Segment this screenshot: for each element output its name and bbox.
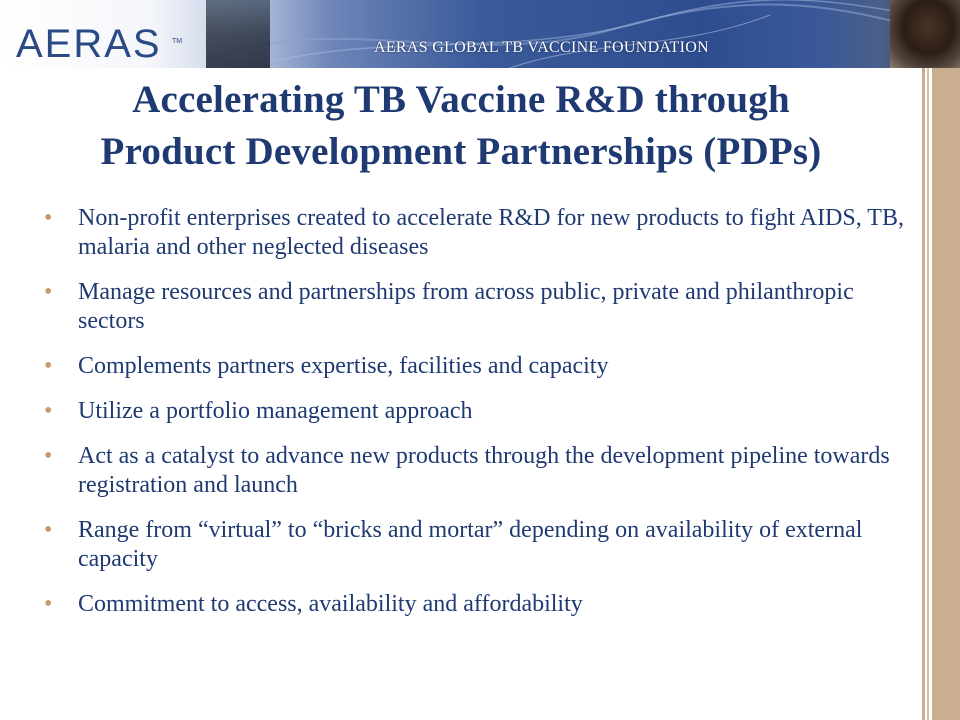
bullet-marker: • bbox=[44, 353, 53, 379]
bullet-text: Manage resources and partnerships from across public, private and philanthropic sectors bbox=[78, 279, 854, 334]
bullet-text: Range from “virtual” to “bricks and mortar” depending on availability of external capacity bbox=[78, 517, 863, 572]
bullet-text: Utilize a portfolio management approach bbox=[78, 398, 473, 424]
bullet-marker: • bbox=[44, 398, 53, 424]
bullet-item bbox=[44, 590, 904, 619]
bullet-item bbox=[44, 516, 904, 574]
header-banner bbox=[0, 0, 960, 68]
bullet-text: Complements partners expertise, facilities and capacity bbox=[78, 353, 609, 379]
bullet-item bbox=[44, 442, 904, 500]
bullet-marker: • bbox=[44, 205, 53, 231]
bullet-item bbox=[44, 397, 904, 426]
bullet-text: Commitment to access, availability and affordability bbox=[78, 591, 583, 617]
bullet-list bbox=[44, 204, 904, 635]
bullet-item bbox=[44, 204, 904, 262]
logo-text: AERAS bbox=[16, 22, 162, 66]
banner-swirl-graphic bbox=[210, 0, 960, 68]
bullet-marker: • bbox=[44, 591, 53, 617]
slide-title-line-1: Accelerating TB Vaccine R&D through bbox=[132, 78, 790, 121]
bullet-item bbox=[44, 278, 904, 336]
aeras-logo bbox=[6, 10, 183, 66]
slide-title-line-2: Product Development Partnerships (PDPs) bbox=[100, 130, 822, 173]
bullet-marker: • bbox=[44, 443, 53, 469]
logo-trademark: TM bbox=[172, 38, 183, 45]
child-photo bbox=[890, 0, 960, 68]
slide-title bbox=[0, 74, 922, 178]
bullet-marker: • bbox=[44, 279, 53, 305]
scientist-photo bbox=[206, 0, 270, 68]
bullet-item bbox=[44, 352, 904, 381]
bullet-text: Non-profit enterprises created to accelerate R&D for new products to fight AIDS, TB, malaria and other neglected diseases bbox=[78, 205, 904, 260]
bullet-marker: • bbox=[44, 517, 53, 543]
decorative-bar-thin-light bbox=[927, 68, 929, 720]
bullet-text: Act as a catalyst to advance new products through the development pipeline towards registration and launch bbox=[78, 443, 890, 498]
decorative-bar-thin bbox=[922, 68, 925, 720]
foundation-name: AERAS GLOBAL TB VACCINE FOUNDATION bbox=[374, 39, 709, 56]
decorative-bar-wide bbox=[932, 68, 960, 720]
